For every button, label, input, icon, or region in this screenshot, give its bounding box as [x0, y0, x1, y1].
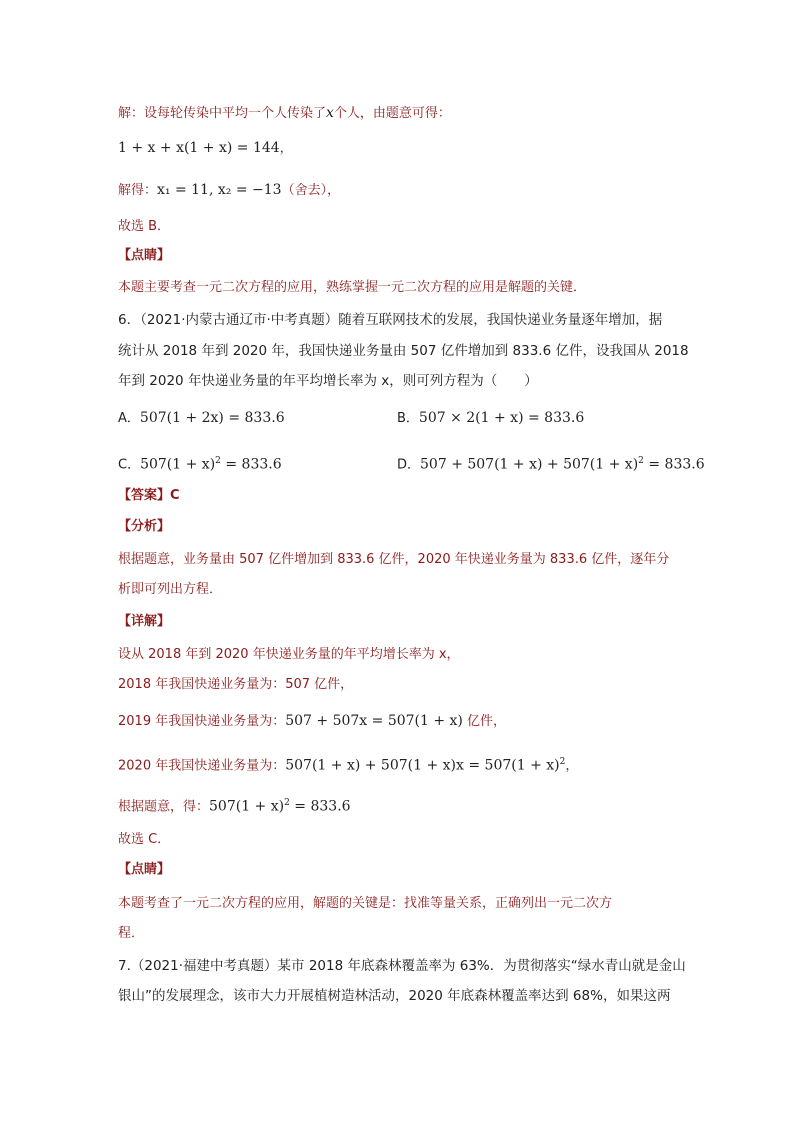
option-a-label: A． [118, 411, 140, 426]
option-a [118, 408, 285, 429]
detail-line-5-label: 根据题意，得： [118, 799, 210, 815]
solution-intro-text-end: 个人，由题意可得： [333, 106, 451, 121]
option-c-base: 507(1 + x) [140, 456, 216, 473]
detail-line-4-equation: 507(1 + x) + 507(1 + x)x = 507(1 + x) [285, 757, 560, 774]
option-d-exponent: 2 [638, 456, 644, 466]
option-c-label: C． [118, 457, 141, 473]
dianjing-6-line-2: 程． [118, 926, 145, 941]
fenxi-line-1: 根据题意，业务量由 507 亿件增加到 833.6 亿件，2020 年快递业务量为 833.6 亿件，逐年分 [118, 552, 670, 567]
question-6-line-3: 年到 2020 年快递业务量的年平均增长率为 x，则可列方程为（ ） [118, 373, 538, 389]
question-7-line-1: 7.（2021·福建中考真题）某市 2018 年底森林覆盖率为 63%．为贯彻落实“绿水青山就是金山 [118, 958, 686, 974]
fenxi-line-2: 析即可列出方程． [118, 582, 223, 597]
variable-x: x [326, 105, 334, 121]
detail-line-5-equation: 507(1 + x) [209, 798, 285, 815]
dianjing-6-line-1: 本题考查了一元二次方程的应用，解题的关键是：找准等量关系，正确列出一元二次方 [118, 896, 613, 911]
option-b [397, 408, 584, 429]
detail-line-4 [118, 752, 578, 776]
detail-line-4-label: 2020 年我国快递业务量为： [118, 758, 286, 774]
detail-line-4-tail: ， [565, 758, 579, 774]
detail-line-4-exponent: 2 [559, 757, 566, 767]
question-6-line-2: 统计从 2018 年到 2020 年，我国快递业务量由 507 亿件增加到 833.6 亿件，设我国从 2018 [118, 343, 689, 359]
detail-line-3-equation: 507 + 507x = 507(1 + x) [285, 713, 463, 729]
option-b-label: B． [397, 411, 419, 426]
option-a-equation: 507(1 + 2x) = 833.6 [139, 410, 285, 426]
equation-1-tail: ， [279, 141, 293, 156]
option-d-label: D． [397, 457, 421, 473]
solve-line [118, 180, 340, 201]
answer-heading: 【答案】C [118, 488, 180, 503]
solution-intro-line [118, 103, 451, 124]
option-c [118, 451, 282, 475]
option-b-equation: 507 × 2(1 + x) = 833.6 [418, 410, 585, 426]
option-d [397, 451, 705, 475]
detail-line-1: 设从 2018 年到 2020 年快递业务量的年平均增长率为 x， [118, 647, 460, 662]
solution-intro-text: 解：设每轮传染中平均一个人传染了 [118, 106, 327, 121]
detail-line-3-label: 2019 年我国快递业务量为： [118, 714, 286, 729]
solve-equation: x₁ = 11, x₂ = −13 [157, 182, 282, 198]
equation-line [118, 138, 293, 159]
xiangjie-heading: 【详解】 [118, 614, 171, 629]
question-6-line-1: 6．（2021·内蒙古通辽市·中考真题）随着互联网技术的发展，我国快递业务量逐年增加，据 [118, 312, 663, 328]
dianjing-text: 本题主要考查一元二次方程的应用，熟练掌握一元二次方程的应用是解题的关键． [118, 280, 587, 295]
question-7-line-2: 银山”的发展理念，该市大力开展植树造林活动，2020 年底森林覆盖率达到 68%，如果这两 [118, 988, 671, 1004]
fenxi-heading: 【分析】 [118, 519, 171, 534]
option-d-base: 507 + 507(1 + x) + 507(1 + x) [420, 456, 639, 473]
equation-1: 1 + x + x(1 + x) = 144 [118, 140, 280, 156]
detail-line-3 [118, 711, 506, 732]
detail-line-5 [118, 793, 351, 817]
detail-line-3-tail: 亿件， [462, 714, 507, 729]
detail-line-2: 2018 年我国快递业务量为：507 亿件， [118, 677, 354, 692]
option-c-tail: = 833.6 [220, 456, 282, 473]
solve-label: 解得： [118, 183, 158, 198]
detail-line-5-exponent: 2 [284, 798, 290, 808]
solve-tail: （舍去）， [281, 183, 341, 198]
option-d-tail: = 833.6 [643, 456, 705, 473]
choose-answer: 故选 B． [118, 219, 171, 234]
dianjing-heading-6: 【点睛】 [118, 862, 171, 877]
option-c-exponent: 2 [215, 456, 221, 466]
dianjing-heading: 【点睛】 [118, 248, 171, 263]
detail-line-5-tail: = 833.6 [289, 798, 351, 815]
choose-answer-6: 故选 C． [118, 832, 171, 847]
